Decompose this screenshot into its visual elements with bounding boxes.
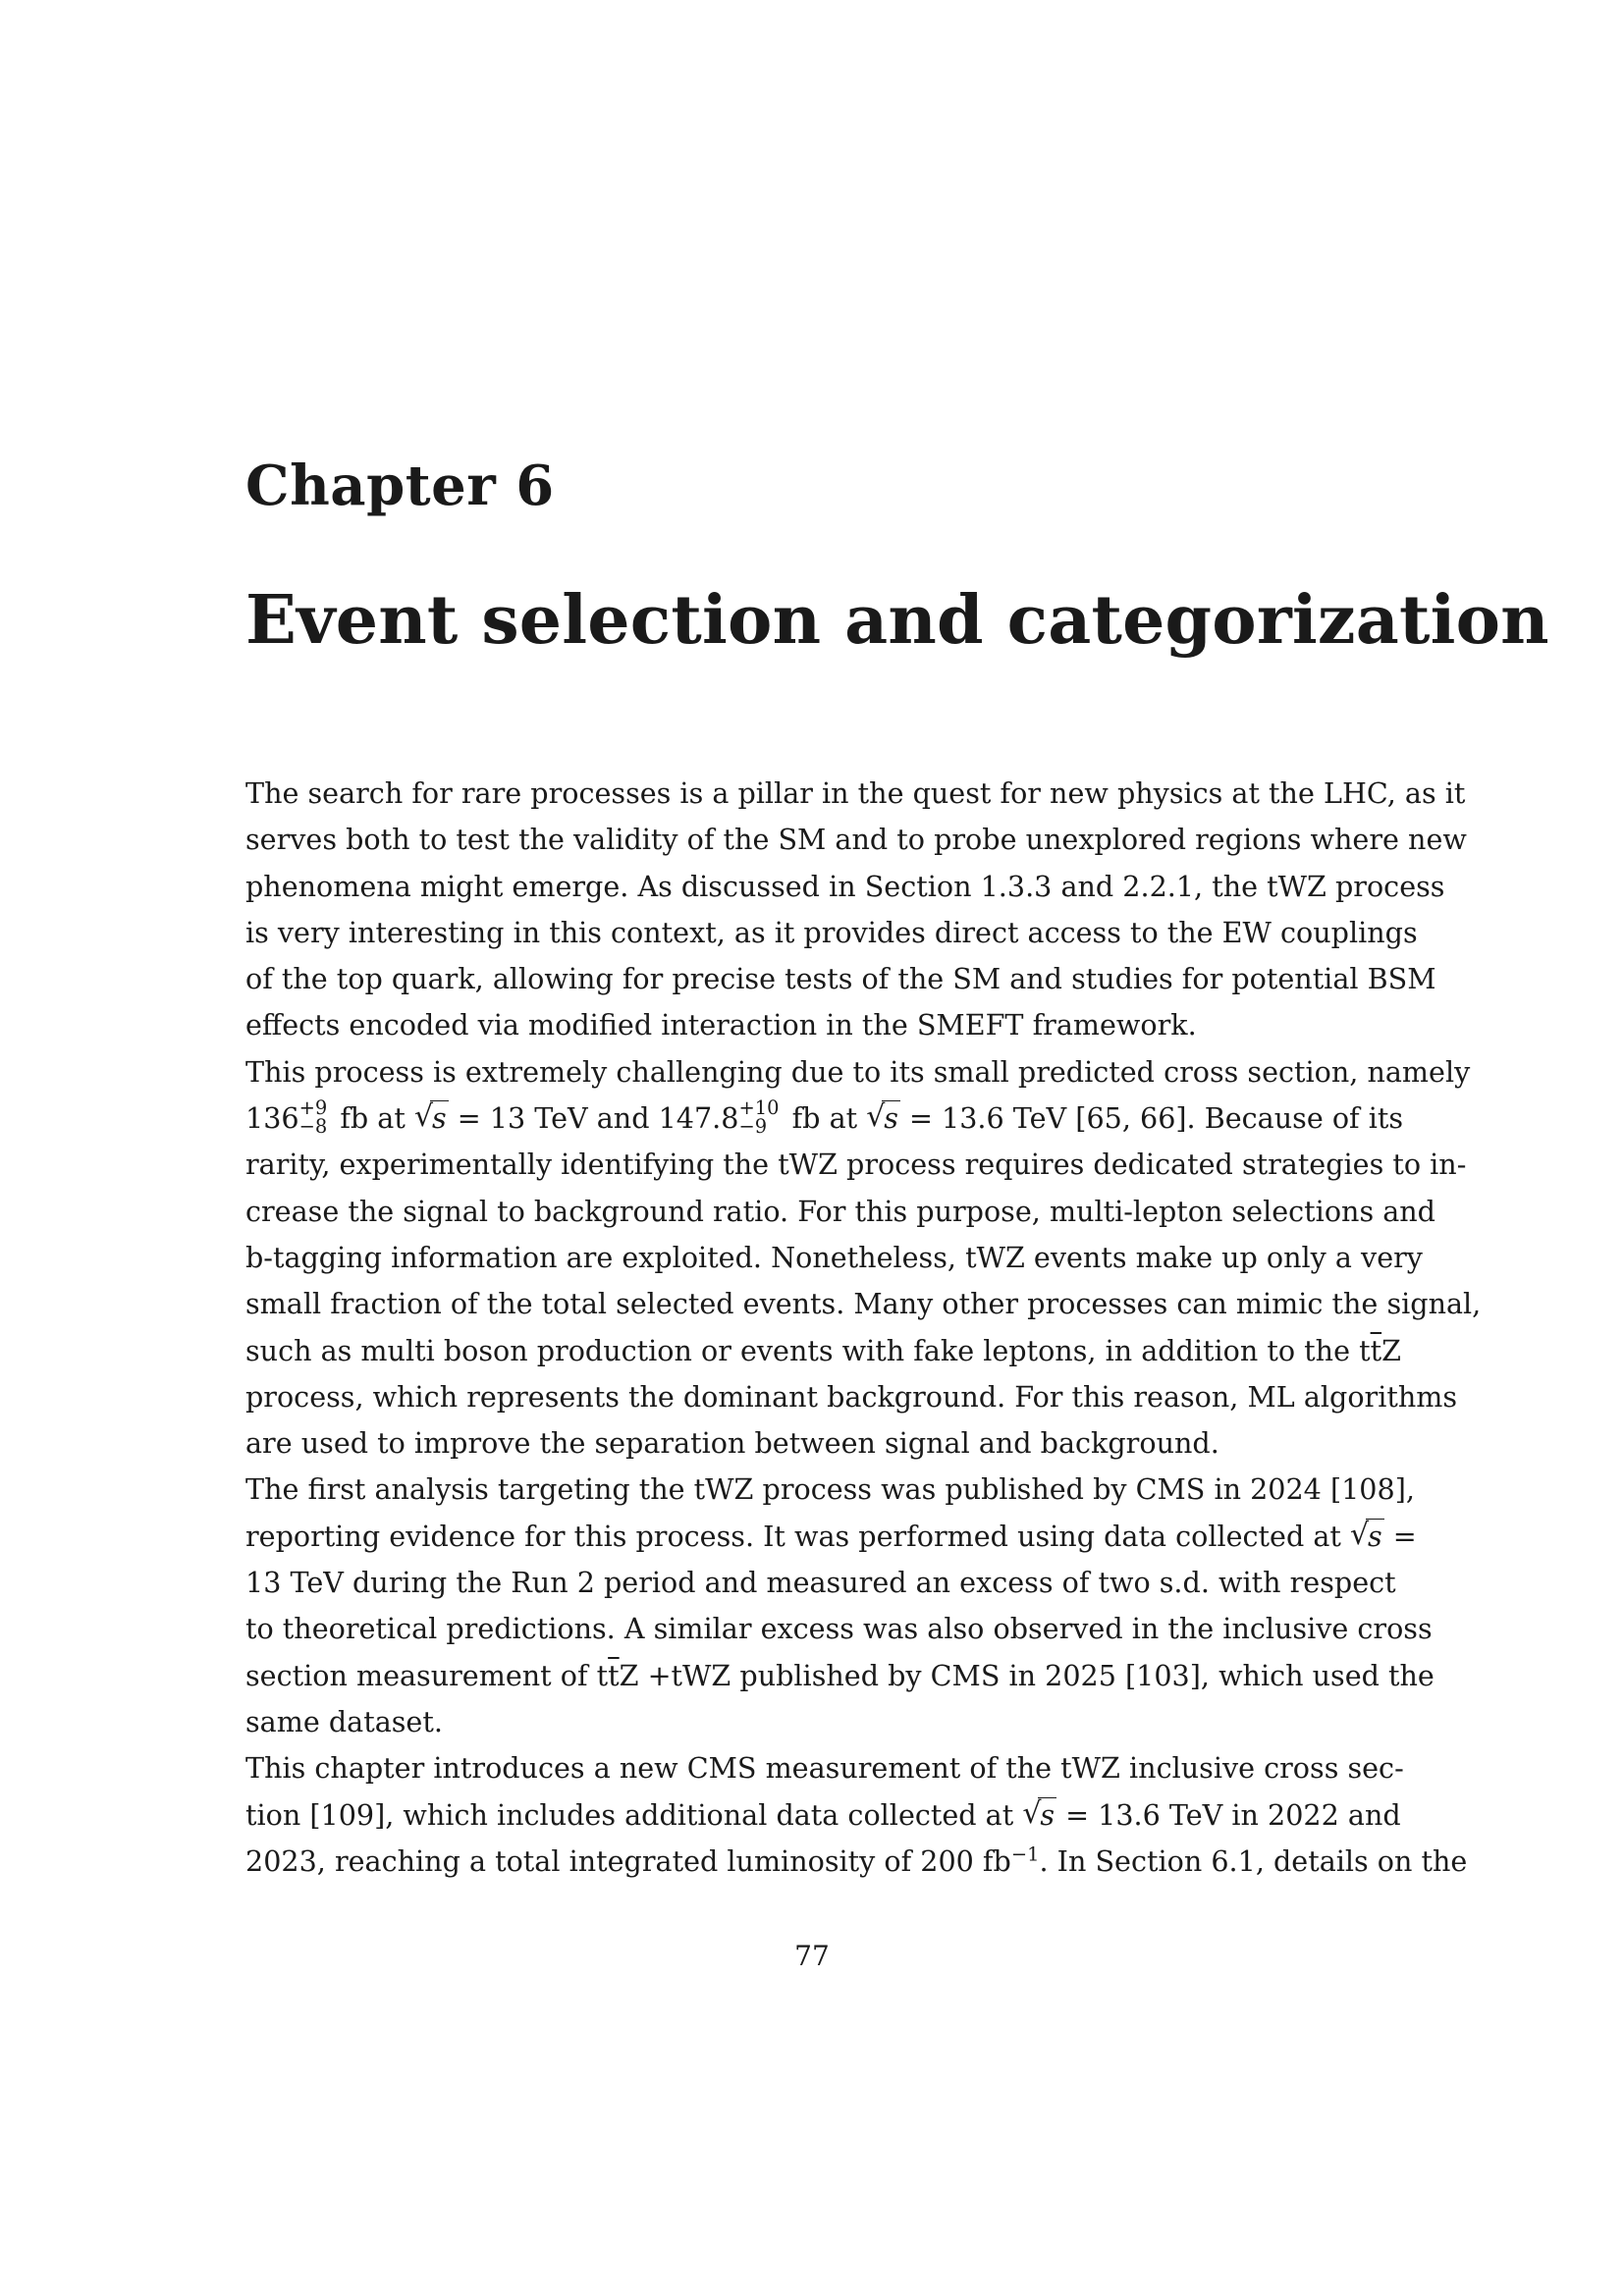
text-line-cross-sections: 136 +9 −8 fb at √ s = 13 TeV and 147.8 +10 −9 fb at √ s = 13.6 TeV [65, 66]. Because of its (245, 1095, 1384, 1142)
text-line: such as multi boson production or events with fake leptons, in addition to the $t\overline{t}Z$ (245, 1333, 1401, 1367)
xsec-13p6tev-uncertainty: +10 −9 (738, 1096, 780, 1138)
text-line: phenomena might emerge. As discussed in Section 1.3.3 and 2.2.1, the tWZ process (245, 869, 1445, 903)
text-line: crease the signal to background ratio. For this purpose, multi-lepton selections and (245, 1194, 1435, 1228)
text-line: b-tagging information are exploited. Nonetheless, tWZ events make up only a very (245, 1240, 1423, 1274)
text-line: section measurement of $t\overline{t}Z +tWZ$ published by CMS in 2025 [103], which used the (245, 1658, 1435, 1692)
xsec-13tev-uncertainty: +9 −8 (298, 1096, 328, 1138)
text-line: are used to improve the separation between signal and background. (245, 1426, 1219, 1461)
text-line: reporting evidence for this process. It was performed using data collected at √ s = (245, 1514, 1384, 1560)
sqrt-s-symbol: √ s (1350, 1517, 1382, 1553)
text-line: tion [109], which includes additional data collected at √ s = 13.6 TeV in 2022 and (245, 1792, 1384, 1839)
luminosity-unit-exponent: −1 (1010, 1842, 1040, 1866)
text-line: This chapter introduces a new CMS measurement of the tWZ inclusive cross sec- (245, 1751, 1404, 1786)
chapter-label: Chapter 6 (245, 454, 555, 518)
text-line: small fraction of the total selected events. Many other processes can mimic the signal, (245, 1287, 1482, 1321)
sqrt-s-symbol: √ s (1022, 1795, 1055, 1832)
text-line: of the top quark, allowing for precise tests of the SM and studies for potential BSM (245, 962, 1436, 996)
text-line: This process is extremely challenging due to its small predicted cross section, namely (245, 1054, 1471, 1089)
tbar-symbol: $\overline{t}$ (608, 1658, 620, 1692)
text-line: The first analysis targeting the tWZ process was published by CMS in 2024 [108], (245, 1472, 1415, 1507)
tbar-symbol: $\overline{t}$ (1370, 1333, 1382, 1367)
sqrt-s-symbol: √ s (866, 1099, 898, 1136)
text-line: to theoretical predictions. A similar excess was also observed in the inclusive cross (245, 1612, 1433, 1646)
body-text (245, 771, 1482, 1885)
text-line: rarity, experimentally identifying the tWZ process requires dedicated strategies to in- (245, 1148, 1467, 1182)
chapter-title: Event selection and categorization (245, 581, 1549, 660)
page-number: 77 (794, 1940, 830, 1972)
sqrt-s-symbol: √ s (413, 1099, 447, 1136)
text-line: effects encoded via modified interaction in the SMEFT framework. (245, 1008, 1197, 1042)
text-line: process, which represents the dominant background. For this reason, ML algorithms (245, 1379, 1458, 1414)
text-line: is very interesting in this context, as it provides direct access to the EW couplings (245, 915, 1418, 949)
text-line: The search for rare processes is a pillar in the quest for new physics at the LHC, as it (245, 776, 1466, 810)
text-line: 2023, reaching a total integrated luminosity of 200 $fb^{-1}$. In Section 6.1, details on the (245, 1842, 1468, 1878)
text-line: same dataset. (245, 1704, 443, 1738)
text-line: 13 TeV during the Run 2 period and measured an excess of two s.d. with respect (245, 1566, 1396, 1600)
xsec-13tev-value: 136 (245, 1101, 299, 1136)
text-line: serves both to test the validity of the SM and to probe unexplored regions where new (245, 823, 1467, 857)
